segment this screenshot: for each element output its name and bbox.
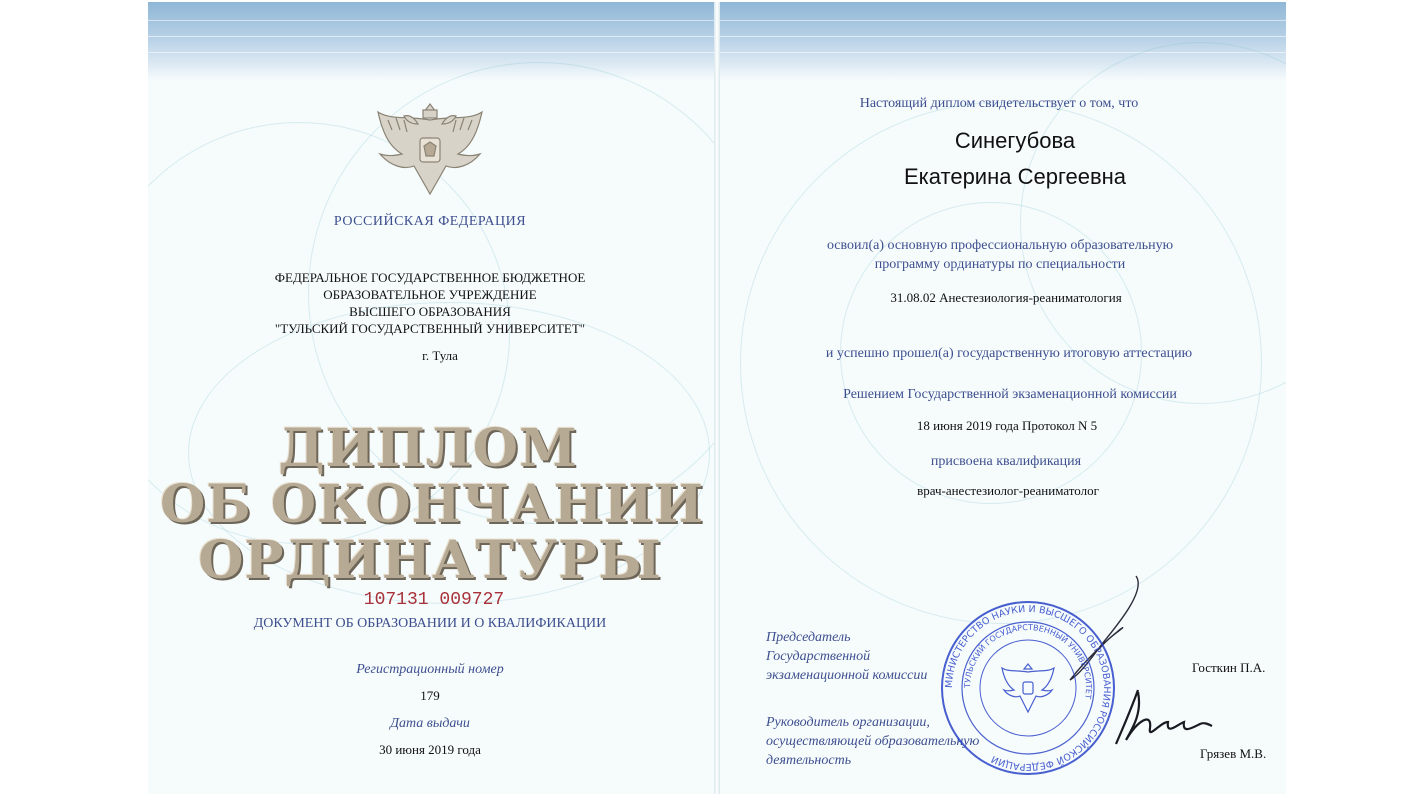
diploma-left-page [148, 2, 714, 794]
chair-label-line-3: экзаменационной комиссии [766, 668, 928, 683]
decorative-top-band [148, 2, 714, 80]
seal-outer-text: МИНИСТЕРСТВО НАУКИ И ВЫСШЕГО ОБРАЗОВАНИЯ РОССИЙСКОЙ ФЕДЕРАЦИИ [943, 603, 1113, 773]
head-label-line-2: осуществляющей образовательную [766, 734, 980, 749]
attestation-text: и успешно прошел(а) государственную итоговую аттестацию [825, 346, 1193, 361]
seal-eagle-icon [1002, 664, 1054, 712]
diploma-title-line-2: ОБ ОКОНЧАНИИ [159, 474, 705, 535]
graduate-given-names: Екатерина Сергеевна [903, 164, 1127, 189]
qualification-label: присвоена квалификация [930, 454, 1082, 469]
graduate-surname: Синегубова [954, 128, 1076, 153]
head-signature [1108, 682, 1218, 752]
registration-number: 179 [420, 688, 440, 703]
qualification: врач-анестезиолог-реаниматолог [917, 483, 1099, 498]
seal-inner-text: ТУЛЬСКИЙ ГОСУДАРСТВЕННЫЙ УНИВЕРСИТЕТ [962, 622, 1094, 700]
head-name: Грязев М.В. [1200, 746, 1267, 761]
head-label-line-3: деятельность [766, 753, 852, 768]
document-type: ДОКУМЕНТ ОБ ОБРАЗОВАНИИ И О КВАЛИФИКАЦИИ [253, 616, 607, 631]
institution-line-2: ОБРАЗОВАТЕЛЬНОЕ УЧРЕЖДЕНИЕ [323, 287, 537, 302]
issue-date-label: Дата выдачи [390, 716, 470, 731]
country-name: РОССИЙСКАЯ ФЕДЕРАЦИЯ [333, 214, 527, 229]
intro-text: Настоящий диплом свидетельствует о том, что [859, 96, 1139, 111]
commission-decision: Решением Государственной экзаменационной комиссии [843, 387, 1177, 402]
head-label-line-1: Руководитель организации, [766, 715, 930, 730]
institution-line-3: ВЫСШЕГО ОБРАЗОВАНИЯ [349, 304, 511, 319]
diploma-title-line-1: ДИПЛОМ [278, 418, 578, 479]
program-text-line-1: освоил(а) основную профессиональную образовательную [826, 238, 1174, 253]
protocol: 18 июня 2019 года Протокол N 5 [916, 418, 1098, 433]
diploma-title-line-3: ОРДИНАТУРЫ [198, 530, 662, 591]
institution-line-4: "ТУЛЬСКИЙ ГОСУДАРСТВЕННЫЙ УНИВЕРСИТЕТ" [274, 321, 586, 336]
svg-text:ТУЛЬСКИЙ ГОСУДАРСТВЕННЫЙ УНИВЕ [963, 623, 1093, 700]
official-seal [938, 598, 1118, 778]
chair-label-line-1: Председатель [766, 630, 851, 645]
specialty: 31.08.02 Анестезиология-реаниматология [890, 290, 1122, 305]
city: г. Тула [422, 348, 458, 363]
issue-date: 30 июня 2019 года [379, 742, 481, 757]
program-text-line-2: программу ординатуры по специальности [874, 257, 1126, 272]
registration-label: Регистрационный номер [356, 662, 504, 677]
chair-name: Госткин П.А. [1192, 660, 1266, 675]
serial-number: 107131 009727 [363, 590, 505, 610]
institution-line-1: ФЕДЕРАЛЬНОЕ ГОСУДАРСТВЕННОЕ БЮДЖЕТНОЕ [274, 270, 586, 285]
coat-of-arms-icon [368, 90, 492, 202]
chair-label-line-2: Государственной [766, 649, 871, 664]
